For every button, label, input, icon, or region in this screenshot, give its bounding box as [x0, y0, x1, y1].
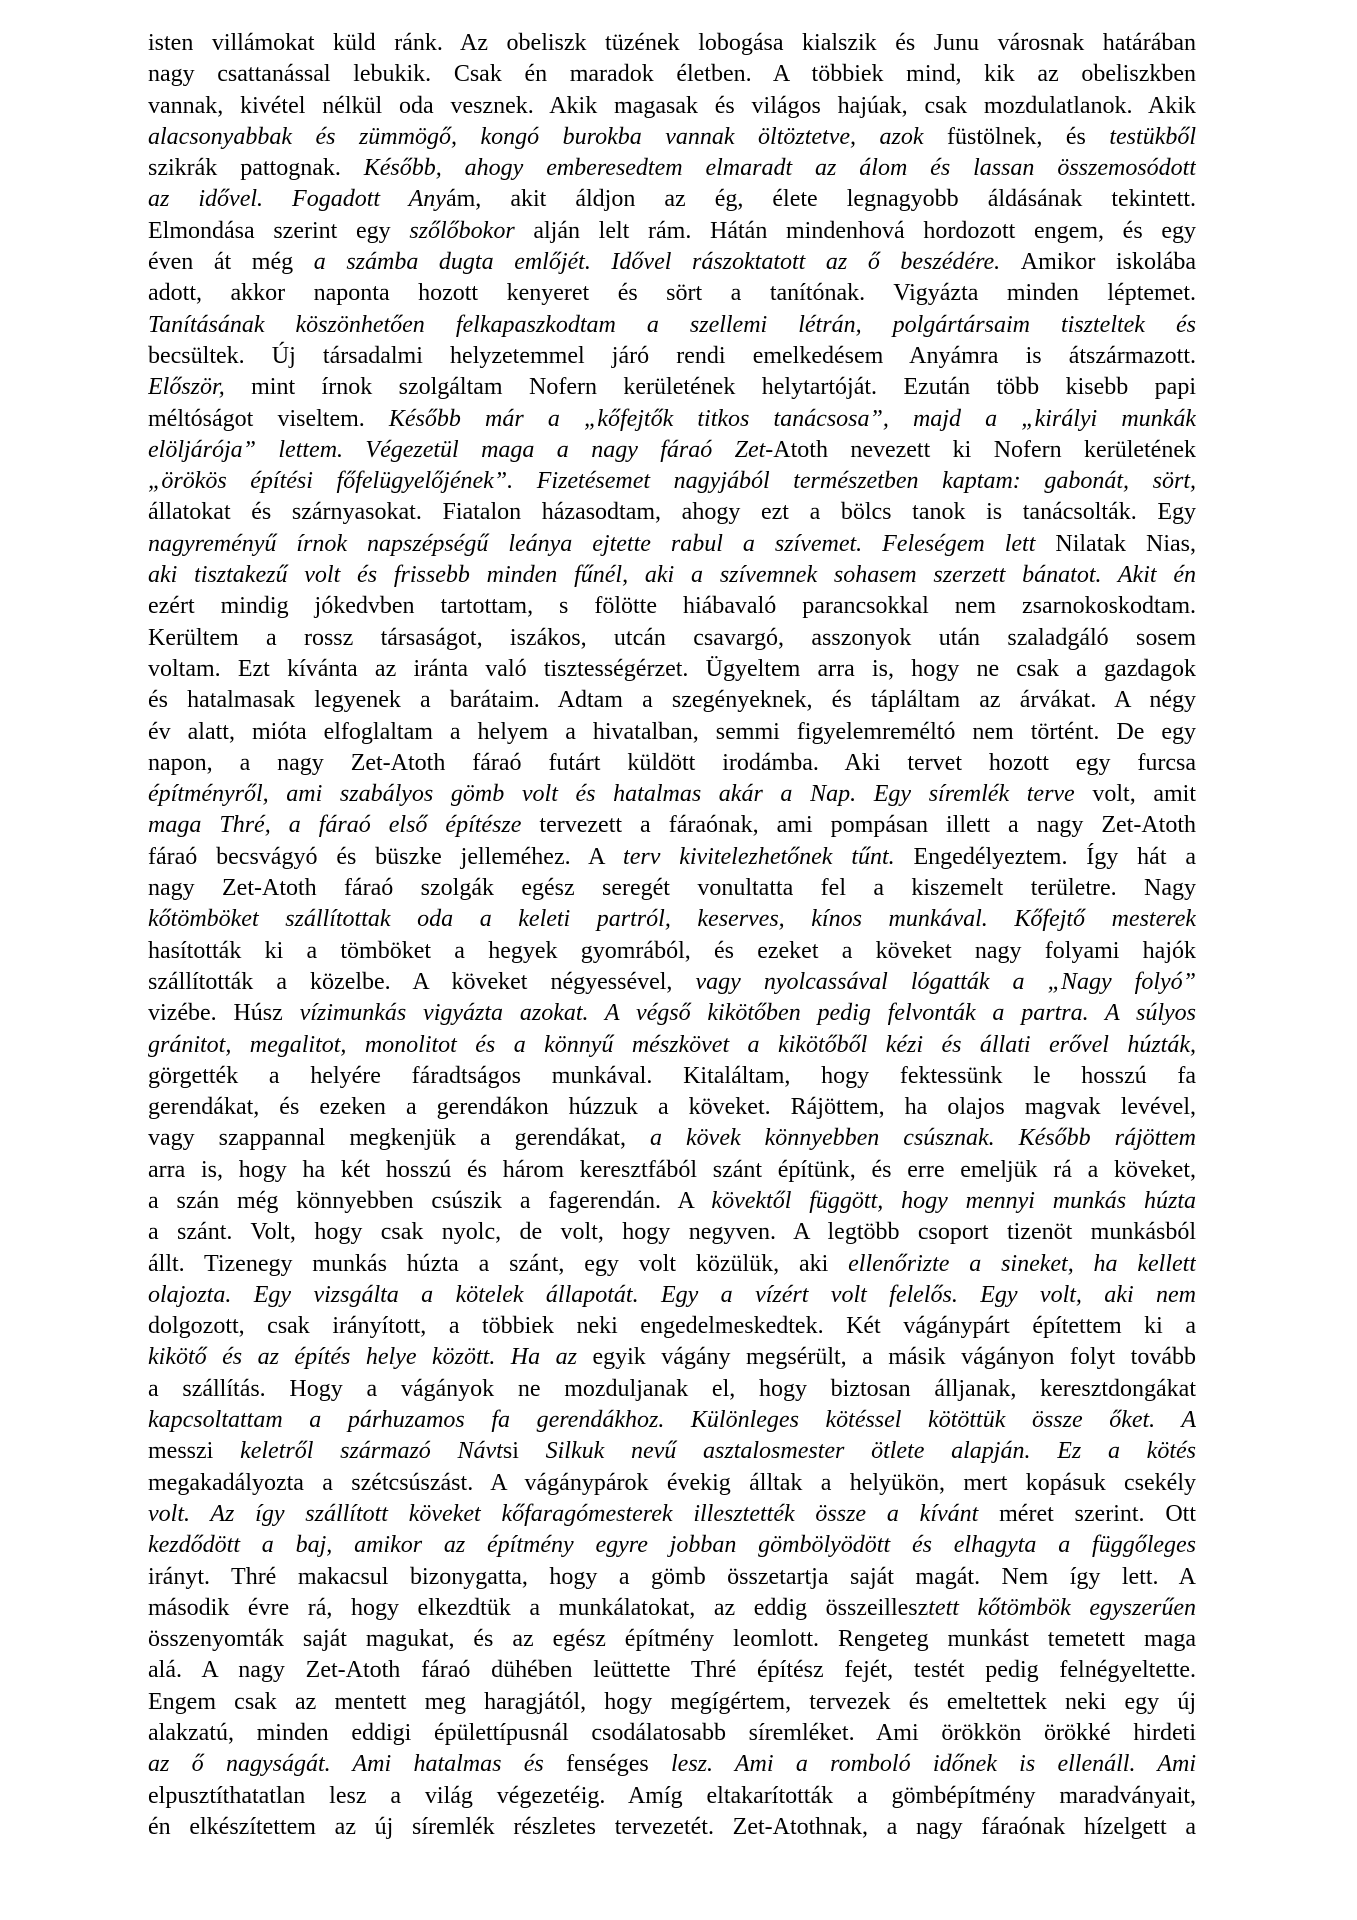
text-segment: egyik vágány megsérült, a másik vágányon folyt tovább [592, 1344, 1196, 1371]
text-segment: Engedélyeztem. Így hát a [913, 843, 1196, 870]
italic-text-segment: aki tisztakezű volt és frissebb minden fűnél, aki a szívemnek sohasem szerzett bánatot. Akit én [148, 562, 1196, 589]
italic-text-segment: kövektől függött, hogy mennyi munkás húzta [711, 1187, 1196, 1214]
text-segment: irányt. Thré makacsul bizonygatta, hogy a gömb összetartja saját magát. Nem így lett. A [148, 1563, 1196, 1590]
text-segment: állatokat és szárnyasokat. Fiatalon házasodtam, ahogy ezt a bölcs tanok is tanácsolták. Egy [148, 499, 1196, 526]
text-line [148, 1781, 1196, 1812]
text-line [148, 278, 1196, 309]
text-segment: hasították ki a tömböket a hegyek gyomrából, és ezeket a köveket nagy folyami hajók [148, 937, 1196, 964]
italic-text-segment: lesz. Ami a romboló időnek is ellenáll. Ami [671, 1751, 1196, 1778]
text-segment: füstölnek, és [947, 123, 1110, 150]
text-line [148, 1061, 1196, 1092]
text-line [148, 247, 1196, 278]
text-line [148, 1311, 1196, 1342]
text-segment: alakzatú, minden eddigi épülettípusnál csodálatosabb síremléket. Ami örökkön örökké hirdeti [148, 1720, 1196, 1747]
text-line [148, 1593, 1196, 1624]
text-line [148, 310, 1196, 341]
text-segment: vannak, kivétel nélkül oda vesznek. Akik magasak és világos hajúak, csak mozdulatlanok. Akik [148, 92, 1196, 119]
text-segment: méret szerint. Ott [999, 1500, 1196, 1527]
italic-text-segment: Később, ahogy emberesedtem elmaradt az álom és lassan összemosódott [363, 155, 1196, 182]
italic-text-segment: az ő nagyságát. Ami hatalmas és [148, 1751, 567, 1778]
text-line [148, 59, 1196, 90]
italic-text-segment: szőlőbokor [409, 217, 534, 244]
italic-text-segment: elöljárója” lettem. Végezetül maga a nagy fáraó Zet [148, 436, 766, 463]
text-line [148, 1030, 1196, 1061]
italic-text-segment: az idővel. Fogadott Any [148, 186, 446, 213]
text-segment: napon, a nagy Zet-Atoth fáraó futárt küldött irodámba. Aki tervet hozott egy furcsa [148, 749, 1196, 776]
text-segment: a szán még könnyebben csúszik a fagerendán. A [148, 1187, 712, 1214]
italic-text-segment: keletről származó Návt [240, 1438, 503, 1465]
text-line [148, 654, 1196, 685]
text-line [148, 1562, 1196, 1593]
text-segment: ezért mindig jókedvben tartottam, s fölötte hiábavaló parancsokkal nem zsarnokoskodtam. [148, 593, 1196, 620]
text-line [148, 1123, 1196, 1154]
text-segment: görgették a helyére fáradtságos munkával. Kitaláltam, hogy fektessünk le hosszú fa [148, 1062, 1196, 1089]
text-segment: éven át még [148, 249, 314, 276]
text-segment: tervezett a fáraónak, ami pompásan illett a nagy Zet-Atoth [539, 812, 1196, 839]
text-segment: második évre rá, hogy elkezdtük a munkálatokat, az eddig összeillesz [148, 1594, 929, 1621]
italic-text-segment: vízimunkás vigyázta azokat. A végső kikötőben pedig felvonták a partra. A súlyos [299, 1000, 1196, 1027]
text-line [148, 810, 1196, 841]
italic-text-segment: nagyreményű írnok napszépségű leánya ejtette rabul a szívemet. Feleségem lett [148, 530, 1056, 557]
text-line [148, 560, 1196, 591]
text-segment: Nilatak Nias, [1055, 530, 1196, 557]
text-line [148, 967, 1196, 998]
text-line [148, 1530, 1196, 1561]
text-segment: Amikor iskolába [1020, 249, 1196, 276]
text-segment: mint írnok szolgáltam Nofern kerületének helytartóját. Ezután több kisebb papi [251, 374, 1196, 401]
text-line [148, 435, 1196, 466]
text-line [148, 1374, 1196, 1405]
text-line [148, 1718, 1196, 1749]
italic-text-segment: „örökös építési főfelügyelőjének”. Fizetésemet nagyjából természetben kaptam: gabonát, sört, [148, 468, 1196, 495]
text-line [148, 1249, 1196, 1280]
text-segment: voltam. Ezt kívánta az iránta való tisztességérzet. Ügyeltem arra is, hogy ne csak a gazdagok [148, 655, 1196, 682]
italic-text-segment: ellenőrizte a sineket, ha kellett [848, 1250, 1196, 1277]
text-line [148, 404, 1196, 435]
text-line [148, 1217, 1196, 1248]
italic-text-segment: a számba dugta emlőjét. Idővel rászoktatott az ő beszédére. [313, 249, 1021, 276]
italic-text-segment: Tanításának köszönhetően felkapaszkodtam a szellemi létrán, polgártársaim tiszteltek és [148, 311, 1196, 338]
italic-text-segment: kezdődött a baj, amikor az építmény egyre jobban gömbölyödött és elhagyta a függőleges [148, 1532, 1196, 1559]
text-segment: nagy csattanással lebukik. Csak én maradok életben. A többiek mind, kik az obeliszkben [148, 61, 1196, 88]
text-segment: alján lelt rám. Hátán mindenhová hordozott engem, és egy [533, 217, 1196, 244]
text-segment: a szánt. Volt, hogy csak nyolc, de volt, hogy negyven. A legtöbb csoport tizenöt munkásból [148, 1219, 1196, 1246]
text-line [148, 1436, 1196, 1467]
text-segment: gerendákat, és ezeken a gerendákon húzzuk a köveket. Rájöttem, ha olajos magvak levével, [148, 1094, 1196, 1121]
text-segment: megakadályozta a szétcsúszást. A vágánypárok évekig álltak a helyükön, mert kopásuk csekély [148, 1469, 1196, 1496]
italic-text-segment: gránitot, megalitot, monolitot és a könnyű mészkövet a kikötőből kézi és állati erővel húzták, [148, 1031, 1196, 1058]
italic-text-segment: maga Thré, a fáraó első építésze [148, 812, 540, 839]
text-segment: fenséges [566, 1751, 671, 1778]
text-line [148, 936, 1196, 967]
text-segment: Engem csak az mentett meg haragjától, hogy megígértem, tervezek és emeltettek neki egy új [148, 1688, 1196, 1715]
text-line [148, 1655, 1196, 1686]
text-segment: -Atoth nevezett ki Nofern kerületének [765, 436, 1196, 463]
text-segment: vizébe. Húsz [148, 1000, 300, 1027]
text-line [148, 873, 1196, 904]
text-line [148, 717, 1196, 748]
text-line [148, 1155, 1196, 1186]
text-segment: si [502, 1438, 546, 1465]
italic-text-segment: a kövek könnyebben csúsznak. Később rájöttem [649, 1125, 1196, 1152]
text-line [148, 466, 1196, 497]
text-line [148, 529, 1196, 560]
italic-text-segment: olajozta. Egy vizsgálta a kötelek állapotát. Egy a vízért volt felelős. Egy volt, aki nem [148, 1281, 1196, 1308]
text-segment: Elmondása szerint egy [148, 217, 410, 244]
text-line [148, 779, 1196, 810]
text-segment: én elkészítettem az új síremlék részletes tervezetét. Zet-Atothnak, a nagy fáraónak hízelgett a [148, 1813, 1196, 1840]
text-line [148, 1624, 1196, 1655]
text-segment: arra is, hogy ha két hosszú és három keresztfából szánt építünk, és erre emeljük rá a köveket, [148, 1156, 1196, 1183]
text-line [148, 91, 1196, 122]
text-segment: adott, akkor naponta hozott kenyeret és sört a tanítónak. Vigyázta minden léptemet. [148, 280, 1196, 307]
text-line [148, 28, 1196, 59]
text-line [148, 591, 1196, 622]
text-segment: dolgozott, csak irányított, a többiek neki engedelmeskedtek. Két vágánypárt építettem ki a [148, 1313, 1196, 1340]
text-segment: nagy Zet-Atoth fáraó szolgák egész seregét vonultatta fel a kiszemelt területre. Nagy [148, 875, 1196, 902]
text-line [148, 1186, 1196, 1217]
italic-text-segment: Először, [148, 374, 252, 401]
italic-text-segment: kikötő és az építés helye között. Ha az [148, 1344, 593, 1371]
italic-text-segment: tett kőtömbök egyszerűen [928, 1594, 1196, 1621]
italic-text-segment: Később már a „kőfejtők titkos tanácsosa”, majd a „királyi munkák [388, 405, 1196, 432]
italic-text-segment: vagy nyolcassával lógatták a „Nagy folyó” [695, 968, 1196, 995]
text-line [148, 1405, 1196, 1436]
text-line [148, 1499, 1196, 1530]
text-segment: Kerültem a rossz társaságot, iszákos, utcán csavargó, asszonyok után szaladgáló sosem [148, 624, 1196, 651]
text-line [148, 1092, 1196, 1123]
text-segment: messzi [148, 1438, 241, 1465]
text-line [148, 497, 1196, 528]
text-line [148, 372, 1196, 403]
text-line [148, 1342, 1196, 1373]
text-segment: vagy szappannal megkenjük a gerendákat, [148, 1125, 650, 1152]
text-line [148, 153, 1196, 184]
italic-text-segment: Silkuk nevű asztalosmester ötlete alapján. Ez a kötés [545, 1438, 1196, 1465]
text-segment: év alatt, mióta elfoglaltam a helyem a hivatalban, semmi figyelemreméltó nem történt. De egy [148, 718, 1196, 745]
text-segment: állt. Tizenegy munkás húzta a szánt, egy volt közülük, aki [148, 1250, 849, 1277]
text-line [148, 842, 1196, 873]
text-segment: elpusztíthatatlan lesz a világ végezetéig. Amíg eltakarították a gömbépítmény maradványait, [148, 1782, 1196, 1809]
text-segment: volt, amit [1092, 781, 1196, 808]
italic-text-segment: kőtömböket szállítottak oda a keleti partról, keserves, kínos munkával. Kőfejtő mesterek [148, 906, 1196, 933]
italic-text-segment: testükből [1109, 123, 1196, 150]
italic-text-segment: alacsonyabbak és zümmögő, kongó burokba vannak öltöztetve, azok [148, 123, 948, 150]
italic-text-segment: kapcsoltattam a párhuzamos fa gerendákhoz. Különleges kötéssel kötöttük össze őket. A [148, 1407, 1196, 1434]
text-segment: méltóságot viseltem. [148, 405, 389, 432]
text-line [148, 748, 1196, 779]
text-line [148, 685, 1196, 716]
text-line [148, 122, 1196, 153]
text-segment: fáraó becsvágyó és büszke jelleméhez. A [148, 843, 624, 870]
text-segment: isten villámokat küld ránk. Az obeliszk tüzének lobogása kialszik és Junu városnak határában [148, 30, 1196, 56]
text-line [148, 184, 1196, 215]
italic-text-segment: terv kivitelezhetőnek tűnt. [623, 843, 914, 870]
text-line [148, 1280, 1196, 1311]
text-line [148, 904, 1196, 935]
text-segment: szállították a közelbe. A köveket négyessével, [148, 968, 696, 995]
text-segment: a szállítás. Hogy a vágányok ne mozduljanak el, hogy biztosan álljanak, keresztdongákat [148, 1375, 1196, 1402]
text-segment: becsültek. Új társadalmi helyzetemmel járó rendi emelkedésem Anyámra is átszármazott. [148, 342, 1196, 369]
text-line [148, 341, 1196, 372]
text-line [148, 998, 1196, 1029]
text-segment: ám, akit áldjon az ég, élete legnagyobb áldásának tekintett. [445, 186, 1196, 213]
italic-text-segment: építményről, ami szabályos gömb volt és hatalmas akár a Nap. Egy síremlék terve [148, 781, 1093, 808]
text-line [148, 1812, 1196, 1843]
text-segment: szikrák pattognak. [148, 155, 364, 182]
text-segment: és hatalmasak legyenek a barátaim. Adtam a szegényeknek, és tápláltam az árvákat. A négy [148, 687, 1196, 714]
italic-text-segment: volt. Az így szállított köveket kőfaragómesterek illesztették össze a kívánt [148, 1500, 1000, 1527]
text-line [148, 1749, 1196, 1780]
text-segment: alá. A nagy Zet-Atoth fáraó dühében leüttette Thré építész fejét, testét pedig felnégyeltette. [148, 1657, 1196, 1684]
text-line [148, 1468, 1196, 1499]
text-line [148, 623, 1196, 654]
text-column [148, 28, 1196, 1843]
text-line [148, 216, 1196, 247]
text-line [148, 1687, 1196, 1718]
text-segment: összenyomták saját magukat, és az egész építmény leomlott. Rengeteg munkást temetett maga [148, 1626, 1196, 1653]
